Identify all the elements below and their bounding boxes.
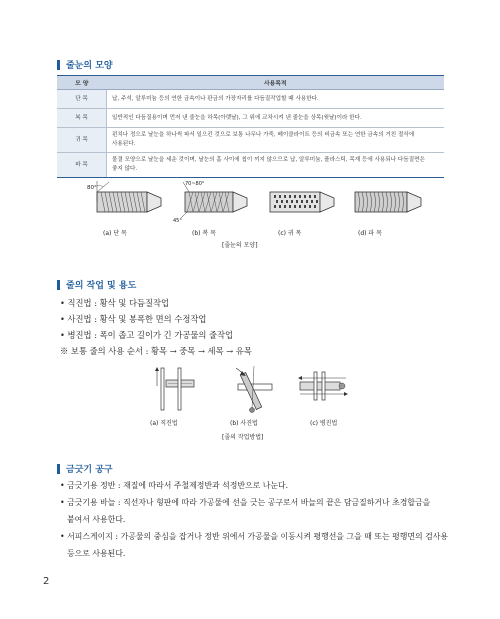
figure-title-file-teeth: [줄눈의 모양] (222, 242, 258, 249)
section-title-file-teeth: 줄눈의 모양 (57, 58, 113, 71)
caption-diagonal-filing: (b) 사진법 (230, 420, 258, 427)
caption-double-cut: (b) 복 목 (192, 230, 216, 237)
section-marker (57, 60, 60, 70)
table-header-shape: 모 양 (57, 76, 107, 90)
file-teeth-figure (85, 178, 425, 230)
table-row: 귀 목 펀치나 정으로 날눈을 하나씩 파서 일으킨 것으로 보통 나무나 가죽, 베이클라이트 등의 비금속 또는 연한 금속의 거친 절삭에 사용된다. (57, 128, 444, 153)
filing-methods-figure (150, 360, 360, 415)
caption-curved-cut: (d) 파 목 (358, 230, 382, 237)
figure-title-filing-methods: [줄의 작업방법] (222, 434, 264, 441)
list-item: 등으로 사용된다. (67, 549, 126, 558)
list-item: ※ 보통 줄의 사용 순서 : 황목 → 중목 → 세목 → 유목 (60, 346, 252, 356)
section-marker (57, 464, 60, 474)
list-item: 붙여서 사용한다. (67, 515, 126, 524)
list-item: • 금긋기용 바늘 : 직선자나 형판에 따라 가공물에 선을 긋는 공구로서 바늘의 끝은 담금질하거나 초경합금을 (60, 498, 431, 507)
table-header-purpose: 사용목적 (107, 76, 445, 90)
page-number: 2 (43, 576, 50, 587)
double-cut-file-drawing (181, 182, 247, 218)
angle-label-b1: 70~80° (185, 181, 205, 187)
curved-cut-file-drawing (355, 192, 421, 212)
caption-single-cut: (a) 단 목 (103, 230, 127, 237)
filing-methods-list (60, 295, 252, 359)
table-row: 파 목 물결 모양으로 날눈을 세운 것이며, 날눈의 홈 사이에 칩이 끼지 않으므로 납, 알루미늄, 플라스틱, 목재 등에 사용되나 다듬질면은 좋지 않다. (57, 153, 444, 178)
file-teeth-table (57, 75, 444, 178)
caption-straight-filing: (a) 직진법 (150, 420, 178, 427)
caption-draw-filing: (c) 병진법 (310, 420, 338, 427)
marking-tools-list (60, 477, 448, 562)
diagonal-filing-drawing (236, 366, 272, 413)
caption-rasp-cut: (c) 귀 목 (278, 230, 302, 237)
rasp-cut-file-drawing (270, 192, 334, 212)
table-row: 복 목 일반적인 다듬질용이며 먼저 낸 줄눈을 하목(아랫날), 그 위에 교차시켜 낸 줄눈을 상목(윗날)이라 한다. (57, 109, 444, 128)
list-item: • 병진법 : 폭이 좁고 길이가 긴 가공물의 줄작업 (60, 330, 234, 340)
list-item: • 직진법 : 황삭 및 다듬질작업 (60, 298, 170, 308)
list-item: • 서피스게이지 : 가공물의 중심을 잡거나 정반 위에서 가공물을 이동시켜 평행선을 그을 때 또는 평행면의 검사용 (60, 532, 448, 541)
draw-filing-drawing (298, 372, 348, 400)
section-marker (57, 280, 60, 290)
section-title-filing-work: 줄의 작업 및 용도 (57, 278, 136, 291)
section-title-marking-tools: 금긋기 공구 (57, 462, 113, 475)
table-row: 단 목 납, 주석, 알루미늄 등의 연한 금속이나 판금의 가장자리를 다듬질작업할 때 사용한다. (57, 90, 444, 109)
list-item: • 사진법 : 황삭 및 봉폭한 면의 수정작업 (60, 314, 207, 324)
single-cut-file-drawing (97, 181, 161, 212)
angle-label-b2: 45° (173, 218, 182, 224)
angle-label-a: 80° (87, 185, 97, 191)
list-item: • 금긋기용 정반 : 재질에 따라서 주철제정반과 석정반으로 나눈다. (60, 481, 289, 490)
straight-filing-drawing (155, 367, 194, 410)
